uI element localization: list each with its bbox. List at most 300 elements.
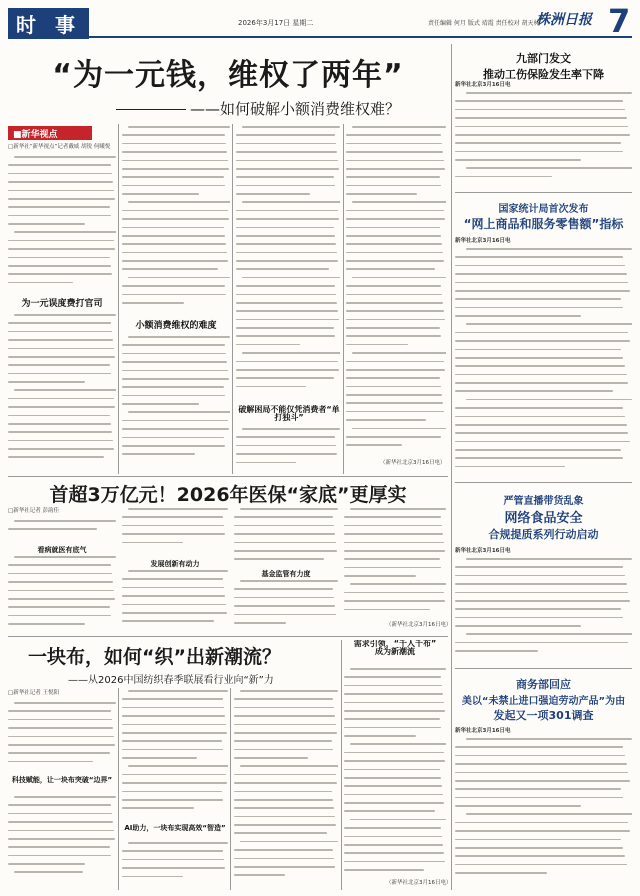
lead-subhead-1-wrap — [8, 296, 116, 311]
text-line — [455, 126, 628, 128]
right-story-2-title-1: 国家统计局首次发布 — [498, 204, 589, 215]
column-rule — [118, 124, 119, 474]
text-line — [344, 760, 445, 762]
text-line — [242, 126, 340, 128]
text-line — [128, 765, 228, 767]
text-line — [455, 117, 627, 119]
second-col-1-text-b — [8, 556, 116, 632]
text-line — [8, 331, 112, 333]
text-line — [236, 369, 339, 371]
text-line — [8, 398, 114, 400]
lead-byline: □新华社“新华视点”记者戴威 胡锐 何曦悦 — [8, 144, 111, 150]
third-headline — [8, 642, 308, 686]
right-story-1-title-2: 推动工伤保险发生率下降 — [483, 68, 604, 81]
text-line — [346, 386, 441, 388]
lead-col-4-text — [346, 126, 446, 454]
text-line — [122, 445, 225, 447]
text-line — [8, 415, 110, 417]
third-credit: （新华社北京3月16日电） — [386, 880, 452, 886]
text-line — [8, 373, 111, 375]
text-line — [466, 399, 632, 401]
second-col-1-text-a — [8, 520, 116, 542]
text-line — [8, 573, 112, 575]
text-line — [14, 389, 116, 391]
text-line — [234, 715, 335, 717]
issue-date: 2026年3月17日 星期二 — [238, 19, 314, 27]
text-line — [14, 796, 116, 798]
text-line — [8, 528, 97, 530]
text-line — [352, 428, 446, 430]
third-subhead-2-wrap — [122, 820, 228, 835]
text-line — [455, 282, 628, 284]
text-line — [122, 850, 223, 852]
text-line — [346, 361, 444, 363]
text-line — [236, 302, 337, 304]
text-line — [236, 377, 334, 379]
text-line — [455, 176, 552, 178]
text-line — [234, 525, 334, 527]
text-line — [344, 769, 440, 771]
text-line — [8, 240, 114, 242]
text-line — [346, 268, 435, 270]
text-line — [122, 740, 222, 742]
text-line — [122, 876, 183, 878]
text-line — [455, 416, 625, 418]
text-line — [14, 520, 116, 522]
text-line — [122, 185, 225, 187]
text-line — [122, 218, 229, 220]
text-line — [234, 614, 336, 616]
text-line — [455, 625, 581, 627]
text-line — [344, 525, 442, 527]
text-line — [8, 846, 110, 848]
text-line — [455, 407, 623, 409]
newspaper-logo: 株洲日报 — [536, 12, 592, 28]
text-line — [344, 794, 443, 796]
text-line — [122, 294, 226, 296]
text-line — [455, 788, 621, 790]
right-rule — [455, 192, 632, 193]
text-line — [344, 550, 445, 552]
text-line — [346, 319, 445, 321]
text-line — [122, 542, 183, 544]
text-line — [346, 218, 445, 220]
text-line — [8, 456, 104, 458]
text-line — [466, 558, 632, 560]
text-line — [242, 428, 340, 430]
right-story-1-dateline: 新华社北京3月16日电 — [455, 82, 511, 88]
text-line — [350, 668, 446, 670]
text-line — [455, 864, 627, 866]
text-line — [346, 260, 444, 262]
text-line — [8, 736, 114, 738]
second-credit: （新华社北京3月16日电） — [386, 622, 452, 628]
text-line — [240, 765, 338, 767]
text-line — [466, 248, 632, 250]
text-line — [344, 693, 443, 695]
text-line — [344, 702, 444, 704]
text-line — [236, 462, 296, 464]
second-col-2-text-b — [122, 570, 228, 632]
text-line — [8, 744, 115, 746]
text-line — [236, 294, 336, 296]
text-line — [346, 436, 441, 438]
text-line — [455, 441, 630, 443]
second-col-3-text-b — [234, 580, 338, 632]
text-line — [344, 852, 444, 854]
text-line — [346, 444, 402, 446]
text-line — [234, 732, 337, 734]
third-col-2-text-a — [122, 690, 228, 820]
third-col-4-text — [344, 668, 446, 878]
third-subhead-1-wrap — [8, 772, 116, 787]
lead-col-2-text-a — [122, 126, 230, 316]
text-line — [346, 294, 442, 296]
text-line — [466, 738, 632, 740]
lead-col-3-text-b — [236, 428, 340, 470]
text-line — [122, 395, 225, 397]
text-line — [455, 839, 621, 841]
text-line — [346, 344, 408, 346]
text-line — [242, 201, 340, 203]
text-line — [236, 227, 334, 229]
text-line — [234, 597, 334, 599]
text-line — [236, 160, 338, 162]
right-story-4-title-1: 商务部回应 — [516, 678, 571, 691]
text-line — [122, 370, 228, 372]
text-line — [236, 445, 336, 447]
text-line — [455, 650, 538, 652]
text-line — [455, 424, 627, 426]
third-subhead-1: 科技赋能，让一块布突破“边界” — [11, 776, 113, 784]
text-line — [240, 508, 338, 510]
text-line — [122, 791, 222, 793]
right-story-4-title-2: 美以“未禁止进口强迫劳动产品”为由 — [461, 696, 626, 707]
text-line — [455, 457, 623, 459]
right-story-3-title-3: 合规提质系列行动启动 — [488, 528, 599, 541]
text-line — [234, 605, 335, 607]
text-line — [8, 564, 111, 566]
text-line — [8, 173, 112, 175]
text-line — [344, 676, 441, 678]
text-line — [14, 871, 82, 873]
right-story-3-dateline: 新华社北京3月16日电 — [455, 548, 511, 554]
editor-credits: 责任编辑 何月 版式 靖霞 责任校对 胡天林 — [428, 20, 540, 27]
text-line — [455, 746, 623, 748]
text-line — [128, 690, 228, 692]
text-line — [346, 402, 443, 404]
third-sidebar-title-2: 成为新潮流 — [375, 647, 415, 657]
text-line — [236, 386, 306, 388]
right-story-3-title-1: 严管直播带货乱象 — [503, 496, 584, 507]
text-line — [8, 804, 111, 806]
text-line — [236, 235, 335, 237]
text-line — [8, 423, 111, 425]
text-line — [122, 774, 226, 776]
text-line — [350, 819, 446, 821]
text-line — [455, 365, 625, 367]
text-line — [344, 785, 442, 787]
text-line — [455, 298, 621, 300]
text-line — [346, 302, 443, 304]
text-line — [346, 193, 417, 195]
text-line — [122, 193, 199, 195]
text-line — [455, 349, 621, 351]
text-line — [234, 550, 337, 552]
text-line — [128, 570, 228, 572]
text-line — [8, 406, 115, 408]
text-line — [455, 575, 625, 577]
lead-col-1-text-b — [8, 314, 116, 470]
text-line — [455, 142, 621, 144]
text-line — [455, 449, 621, 451]
text-line — [455, 763, 627, 765]
text-line — [122, 749, 223, 751]
text-line — [455, 600, 630, 602]
text-line — [346, 411, 444, 413]
text-line — [455, 340, 630, 342]
text-line — [122, 428, 229, 430]
text-line — [236, 361, 338, 363]
column-rule — [343, 124, 344, 474]
text-line — [455, 592, 628, 594]
text-line — [122, 732, 227, 734]
text-line — [122, 587, 224, 589]
right-rule — [455, 482, 632, 483]
text-line — [8, 273, 112, 275]
text-line — [122, 176, 224, 178]
text-line — [234, 824, 336, 826]
text-line — [236, 218, 339, 220]
text-line — [455, 100, 623, 102]
text-line — [346, 419, 426, 421]
text-line — [122, 168, 229, 170]
text-line — [455, 617, 623, 619]
text-line — [234, 799, 333, 801]
text-line — [8, 322, 111, 324]
right-story-4 — [455, 676, 632, 723]
text-line — [346, 168, 445, 170]
text-line — [122, 799, 223, 801]
text-line — [240, 580, 338, 582]
text-line — [455, 822, 628, 824]
second-subhead-2: 发展创新有动力 — [150, 560, 200, 568]
text-line — [8, 719, 112, 721]
text-line — [234, 622, 286, 624]
second-col-2-text-a — [122, 508, 228, 556]
text-line — [455, 290, 630, 292]
text-line — [8, 590, 114, 592]
text-line — [8, 265, 111, 267]
text-line — [455, 432, 628, 434]
text-line — [8, 623, 85, 625]
text-line — [346, 285, 441, 287]
text-line — [122, 361, 227, 363]
text-line — [466, 633, 632, 635]
text-line — [122, 516, 223, 518]
text-line — [350, 583, 446, 585]
text-line — [122, 420, 228, 422]
text-line — [346, 185, 441, 187]
text-line — [8, 206, 110, 208]
text-line — [122, 227, 224, 229]
text-line — [344, 516, 441, 518]
text-line — [122, 160, 228, 162]
text-line — [346, 151, 443, 153]
text-line — [344, 752, 444, 754]
text-line — [234, 849, 333, 851]
text-line — [344, 861, 445, 863]
text-line — [346, 176, 440, 178]
text-line — [8, 855, 111, 857]
text-line — [128, 336, 230, 338]
text-line — [455, 805, 581, 807]
text-line — [8, 356, 115, 358]
second-subhead-1: 看病就医有底气 — [37, 546, 87, 554]
text-line — [234, 698, 333, 700]
text-line — [344, 810, 435, 812]
second-title: 首超3万亿元！2026年医保“家底”更厚实 — [49, 484, 407, 506]
text-line — [122, 143, 226, 145]
right-story-1-text — [455, 92, 632, 188]
lead-col-2-text-b — [122, 336, 230, 470]
text-line — [8, 710, 111, 712]
text-line — [466, 92, 632, 94]
lead-subhead-1: 为一元误度费打官司 — [21, 299, 103, 309]
text-line — [8, 606, 110, 608]
text-line — [344, 533, 443, 535]
text-line — [346, 227, 440, 229]
text-line — [234, 832, 327, 834]
third-byline: □新华社记者 王悦阳 — [8, 690, 59, 696]
text-line — [236, 327, 334, 329]
lead-headline — [8, 50, 448, 119]
text-line — [234, 707, 334, 709]
text-line — [8, 248, 115, 250]
text-line — [122, 525, 224, 527]
right-story-2-dateline: 新华社北京3月16日电 — [455, 238, 511, 244]
second-byline: □新华社记者 彭韵佳 — [8, 508, 59, 514]
text-line — [455, 332, 628, 334]
text-line — [122, 268, 218, 270]
text-line — [14, 556, 116, 558]
text-line — [455, 159, 581, 161]
column-rule — [341, 640, 342, 890]
text-line — [8, 339, 113, 341]
text-line — [128, 842, 228, 844]
text-line — [346, 377, 440, 379]
text-line — [236, 335, 335, 337]
text-line — [8, 863, 85, 865]
text-line — [234, 749, 333, 751]
text-line — [122, 302, 184, 304]
text-line — [236, 193, 310, 195]
text-line — [344, 836, 442, 838]
text-line — [8, 813, 112, 815]
text-line — [236, 344, 300, 346]
third-col-3-text — [234, 690, 338, 888]
text-line — [455, 382, 628, 384]
text-line — [455, 390, 613, 392]
text-line — [236, 168, 339, 170]
text-line — [122, 859, 224, 861]
text-line — [236, 453, 337, 455]
text-line — [122, 453, 195, 455]
lead-subhead-3: 破解困局不能仅凭消费者“单打独斗” — [238, 405, 340, 423]
text-line — [455, 273, 627, 275]
text-line — [236, 310, 338, 312]
text-line — [8, 448, 114, 450]
text-line — [346, 252, 443, 254]
text-line — [466, 167, 632, 169]
text-line — [234, 774, 336, 776]
text-line — [8, 215, 111, 217]
lead-subhead-2-wrap — [122, 318, 230, 333]
third-col-1-text-b — [8, 796, 116, 888]
text-line — [344, 609, 430, 611]
text-line — [234, 858, 334, 860]
text-line — [346, 369, 445, 371]
text-line — [122, 867, 225, 869]
section-rule — [8, 636, 448, 637]
text-line — [8, 615, 111, 617]
text-line — [240, 841, 338, 843]
text-line — [122, 252, 227, 254]
right-story-2-title-2: “网上商品和服务零售额”指标 — [463, 217, 624, 231]
text-line — [455, 772, 628, 774]
text-line — [14, 702, 116, 704]
lead-col-1-text-a — [8, 156, 116, 296]
text-line — [352, 201, 446, 203]
text-line — [122, 235, 225, 237]
text-line — [122, 344, 225, 346]
text-line — [344, 542, 444, 544]
text-line — [234, 533, 335, 535]
lead-subhead-3-wrap — [236, 402, 342, 426]
second-col-3-text-a — [234, 508, 338, 568]
text-line — [234, 866, 335, 868]
text-line — [455, 583, 627, 585]
text-line — [234, 874, 285, 876]
text-line — [455, 315, 581, 317]
text-line — [344, 727, 441, 729]
text-line — [455, 566, 623, 568]
text-line — [346, 235, 441, 237]
right-story-1-title-1: 九部门发文 — [516, 52, 571, 65]
right-story-4-text — [455, 738, 632, 888]
text-line — [128, 126, 230, 128]
text-line — [455, 830, 630, 832]
text-line — [122, 715, 225, 717]
text-line — [236, 436, 335, 438]
text-line — [455, 357, 623, 359]
lead-subtitle: ——如何破解小额消费维权难？ — [8, 98, 448, 119]
text-line — [242, 352, 340, 354]
text-line — [352, 352, 446, 354]
text-line — [344, 575, 416, 577]
text-line — [128, 277, 230, 279]
text-line — [346, 160, 444, 162]
right-story-3-title-2: 网络食品安全 — [504, 511, 583, 526]
second-col-4-text — [344, 508, 446, 618]
text-line — [455, 134, 630, 136]
text-line — [122, 210, 228, 212]
text-line — [8, 223, 85, 225]
right-story-2-text — [455, 248, 632, 478]
column-rule — [230, 688, 231, 890]
text-line — [236, 252, 337, 254]
text-line — [8, 190, 114, 192]
